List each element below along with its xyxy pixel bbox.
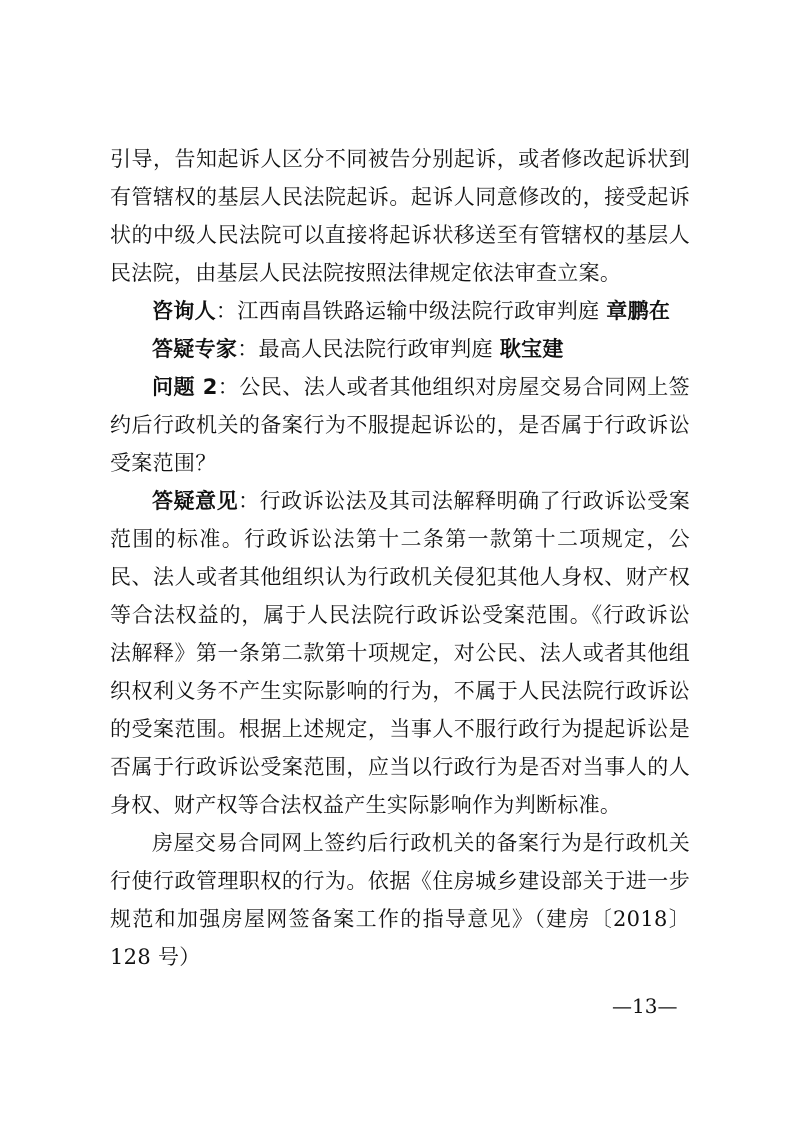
paragraph-continuation: 引导，告知起诉人区分不同被告分别起诉，或者修改起诉状到有管辖权的基层人民法院起诉。起诉人同意修改的，接受起诉状的中级人民法院可以直接将起诉状移送至有管辖权的基层人民法院，由基层人民法院按照法律规定依法审查立案。	[110, 147, 690, 285]
page-number: —13—	[612, 994, 678, 1018]
consultant-name: 章鹏在	[606, 299, 671, 323]
question-sep: ：	[217, 375, 240, 399]
question-paragraph	[110, 368, 690, 482]
answer-label: 答疑意见	[152, 489, 239, 513]
expert-line	[110, 330, 690, 368]
expert-org: 最高人民法院行政审判庭	[258, 337, 500, 361]
expert-name: 耿宝建	[499, 337, 564, 361]
body-text	[110, 140, 690, 976]
question-label: 问题 2	[152, 375, 218, 399]
answer-text: 行政诉讼法及其司法解释明确了行政诉讼受案范围的标准。行政诉讼法第十二条第一款第十二项规定，公民、法人或者其他组织认为行政机关侵犯其他人身权、财产权等合法权益的，属于人民法院行政诉讼受案范围。《行政诉讼法解释》第一条第二款第十项规定，对公民、法人或者其他组织权利义务不产生实际影响的行为，不属于人民法院行政诉讼的受案范围。根据上述规定，当事人不服行政行为提起诉讼是否属于行政诉讼受案范围，应当以行政行为是否对当事人的人身权、财产权等合法权益产生实际影响作为判断标准。	[110, 489, 690, 817]
last-paragraph: 房屋交易合同网上签约后行政机关的备案行为是行政机关行使行政管理职权的行为。依据《住房城乡建设部关于进一步规范和加强房屋网签备案工作的指导意见》（建房〔2018〕128 号）	[110, 831, 690, 969]
expert-sep: ：	[237, 337, 259, 361]
answer-paragraph	[110, 482, 690, 824]
answer-sep: ：	[238, 489, 260, 513]
consultant-line	[110, 292, 690, 330]
consultant-label: 咨询人	[152, 299, 216, 323]
consultant-org: 江西南昌铁路运输中级法院行政审判庭	[237, 299, 607, 323]
consultant-sep: ：	[215, 299, 238, 323]
expert-label: 答疑专家	[152, 337, 238, 361]
question-text: 公民、法人或者其他组织对房屋交易合同网上签约后行政机关的备案行为不服提起诉讼的，是否属于行政诉讼受案范围？	[110, 375, 690, 475]
